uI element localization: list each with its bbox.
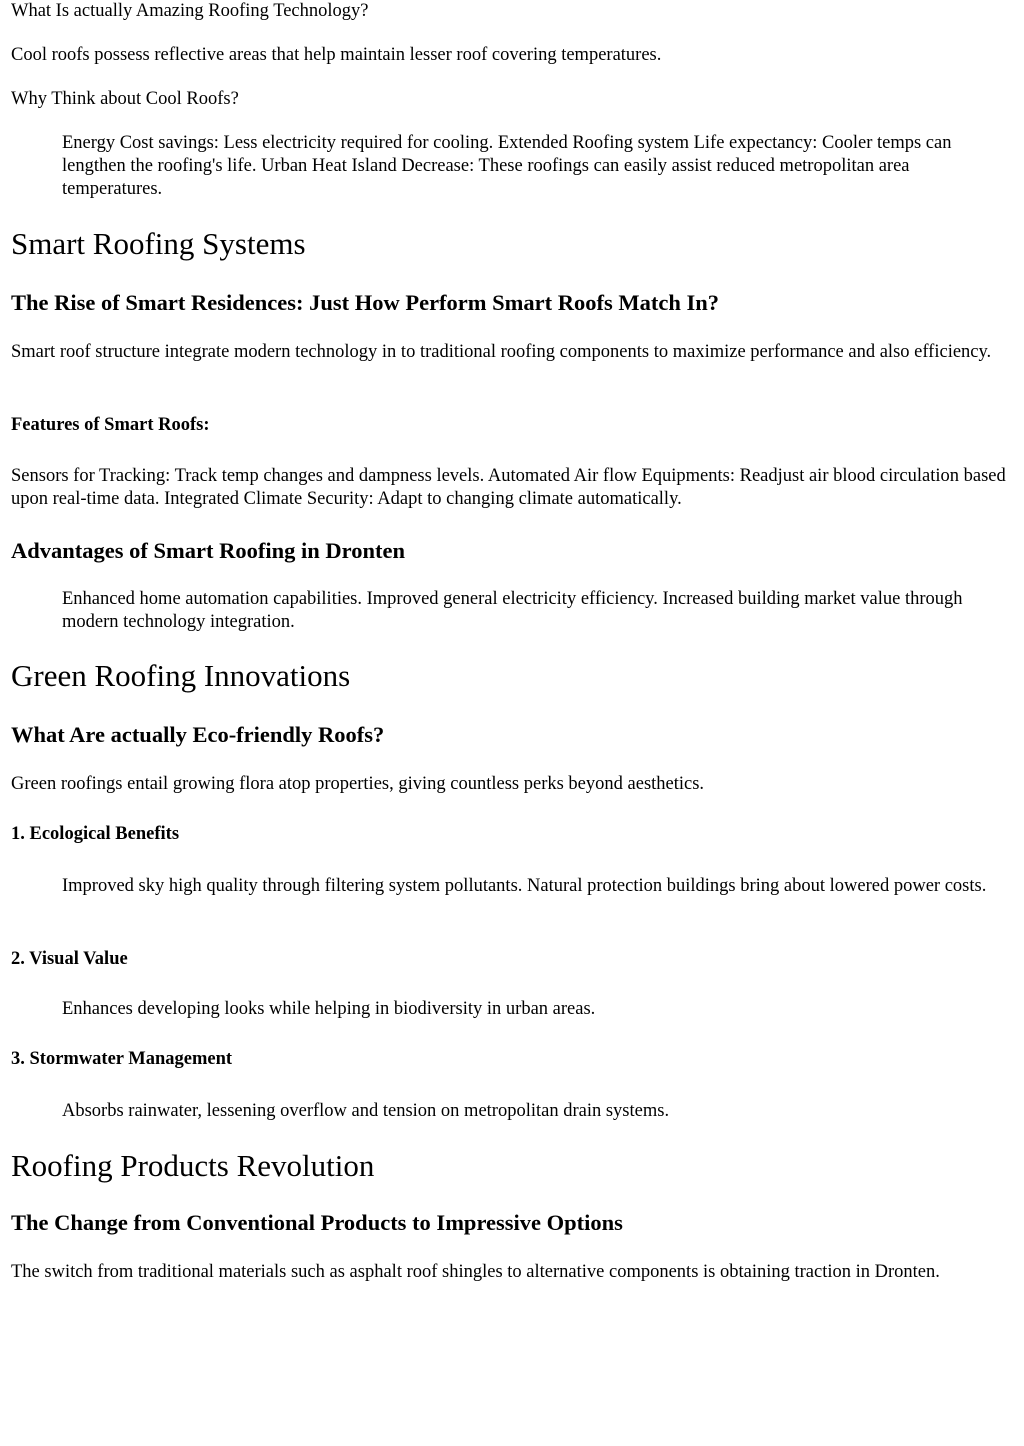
intro-question: What Is actually Amazing Roofing Technology?	[11, 1, 369, 21]
features-heading: Features of Smart Roofs:	[11, 415, 210, 435]
benefit1-quote: Improved sky high quality through filtering system pollutants. Natural protection buildings bring about lowered power costs.	[62, 876, 987, 896]
benefit3-heading: 3. Stormwater Management	[11, 1049, 233, 1069]
green-subheading: What Are actually Eco-friendly Roofs?	[11, 722, 385, 747]
benefit1-heading: 1. Ecological Benefits	[11, 824, 180, 844]
advantages-heading: Advantages of Smart Roofing in Dronten	[11, 538, 405, 563]
benefit3-quote: Absorbs rainwater, lessening overflow and tension on metropolitan drain systems.	[62, 1101, 670, 1121]
products-heading: Roofing Products Revolution	[11, 1148, 375, 1183]
green-heading: Green Roofing Innovations	[11, 658, 351, 693]
why-question: Why Think about Cool Roofs?	[11, 89, 239, 109]
smart-heading: Smart Roofing Systems	[11, 226, 306, 261]
benefit2-quote: Enhances developing looks while helping in biodiversity in urban areas.	[62, 999, 596, 1019]
products-paragraph: The switch from traditional materials such as asphalt roof shingles to alternative components is obtaining traction in Dronten.	[11, 1262, 940, 1282]
features-text: Sensors for Tracking: Track temp changes and dampness levels. Automated Air flow Equipments: Readjust air blood circulation based upon real-time data. Integrated Climate Security: Adapt to changing climate automatically.	[11, 466, 1006, 509]
green-paragraph: Green roofings entail growing flora atop properties, giving countless perks beyond aesthetics.	[11, 774, 705, 794]
smart-paragraph: Smart roof structure integrate modern technology in to traditional roofing components to maximize performance and also efficiency.	[11, 342, 992, 362]
products-subheading: The Change from Conventional Products to Impressive Options	[11, 1210, 623, 1235]
smart-subheading: The Rise of Smart Residences: Just How Perform Smart Roofs Match In?	[11, 290, 720, 315]
intro-answer: Cool roofs possess reflective areas that help maintain lesser roof covering temperatures.	[11, 45, 662, 65]
why-quote: Energy Cost savings: Less electricity required for cooling. Extended Roofing system Life expectancy: Cooler temps can lengthen the roofing's life. Urban Heat Island Decrease: These roofings can easily assist reduced metropolitan area temperatures.	[62, 133, 952, 199]
benefit2-heading: 2. Visual Value	[11, 949, 128, 969]
advantages-quote: Enhanced home automation capabilities. Improved general electricity efficiency. Increased building market value through modern technology integration.	[62, 589, 963, 632]
